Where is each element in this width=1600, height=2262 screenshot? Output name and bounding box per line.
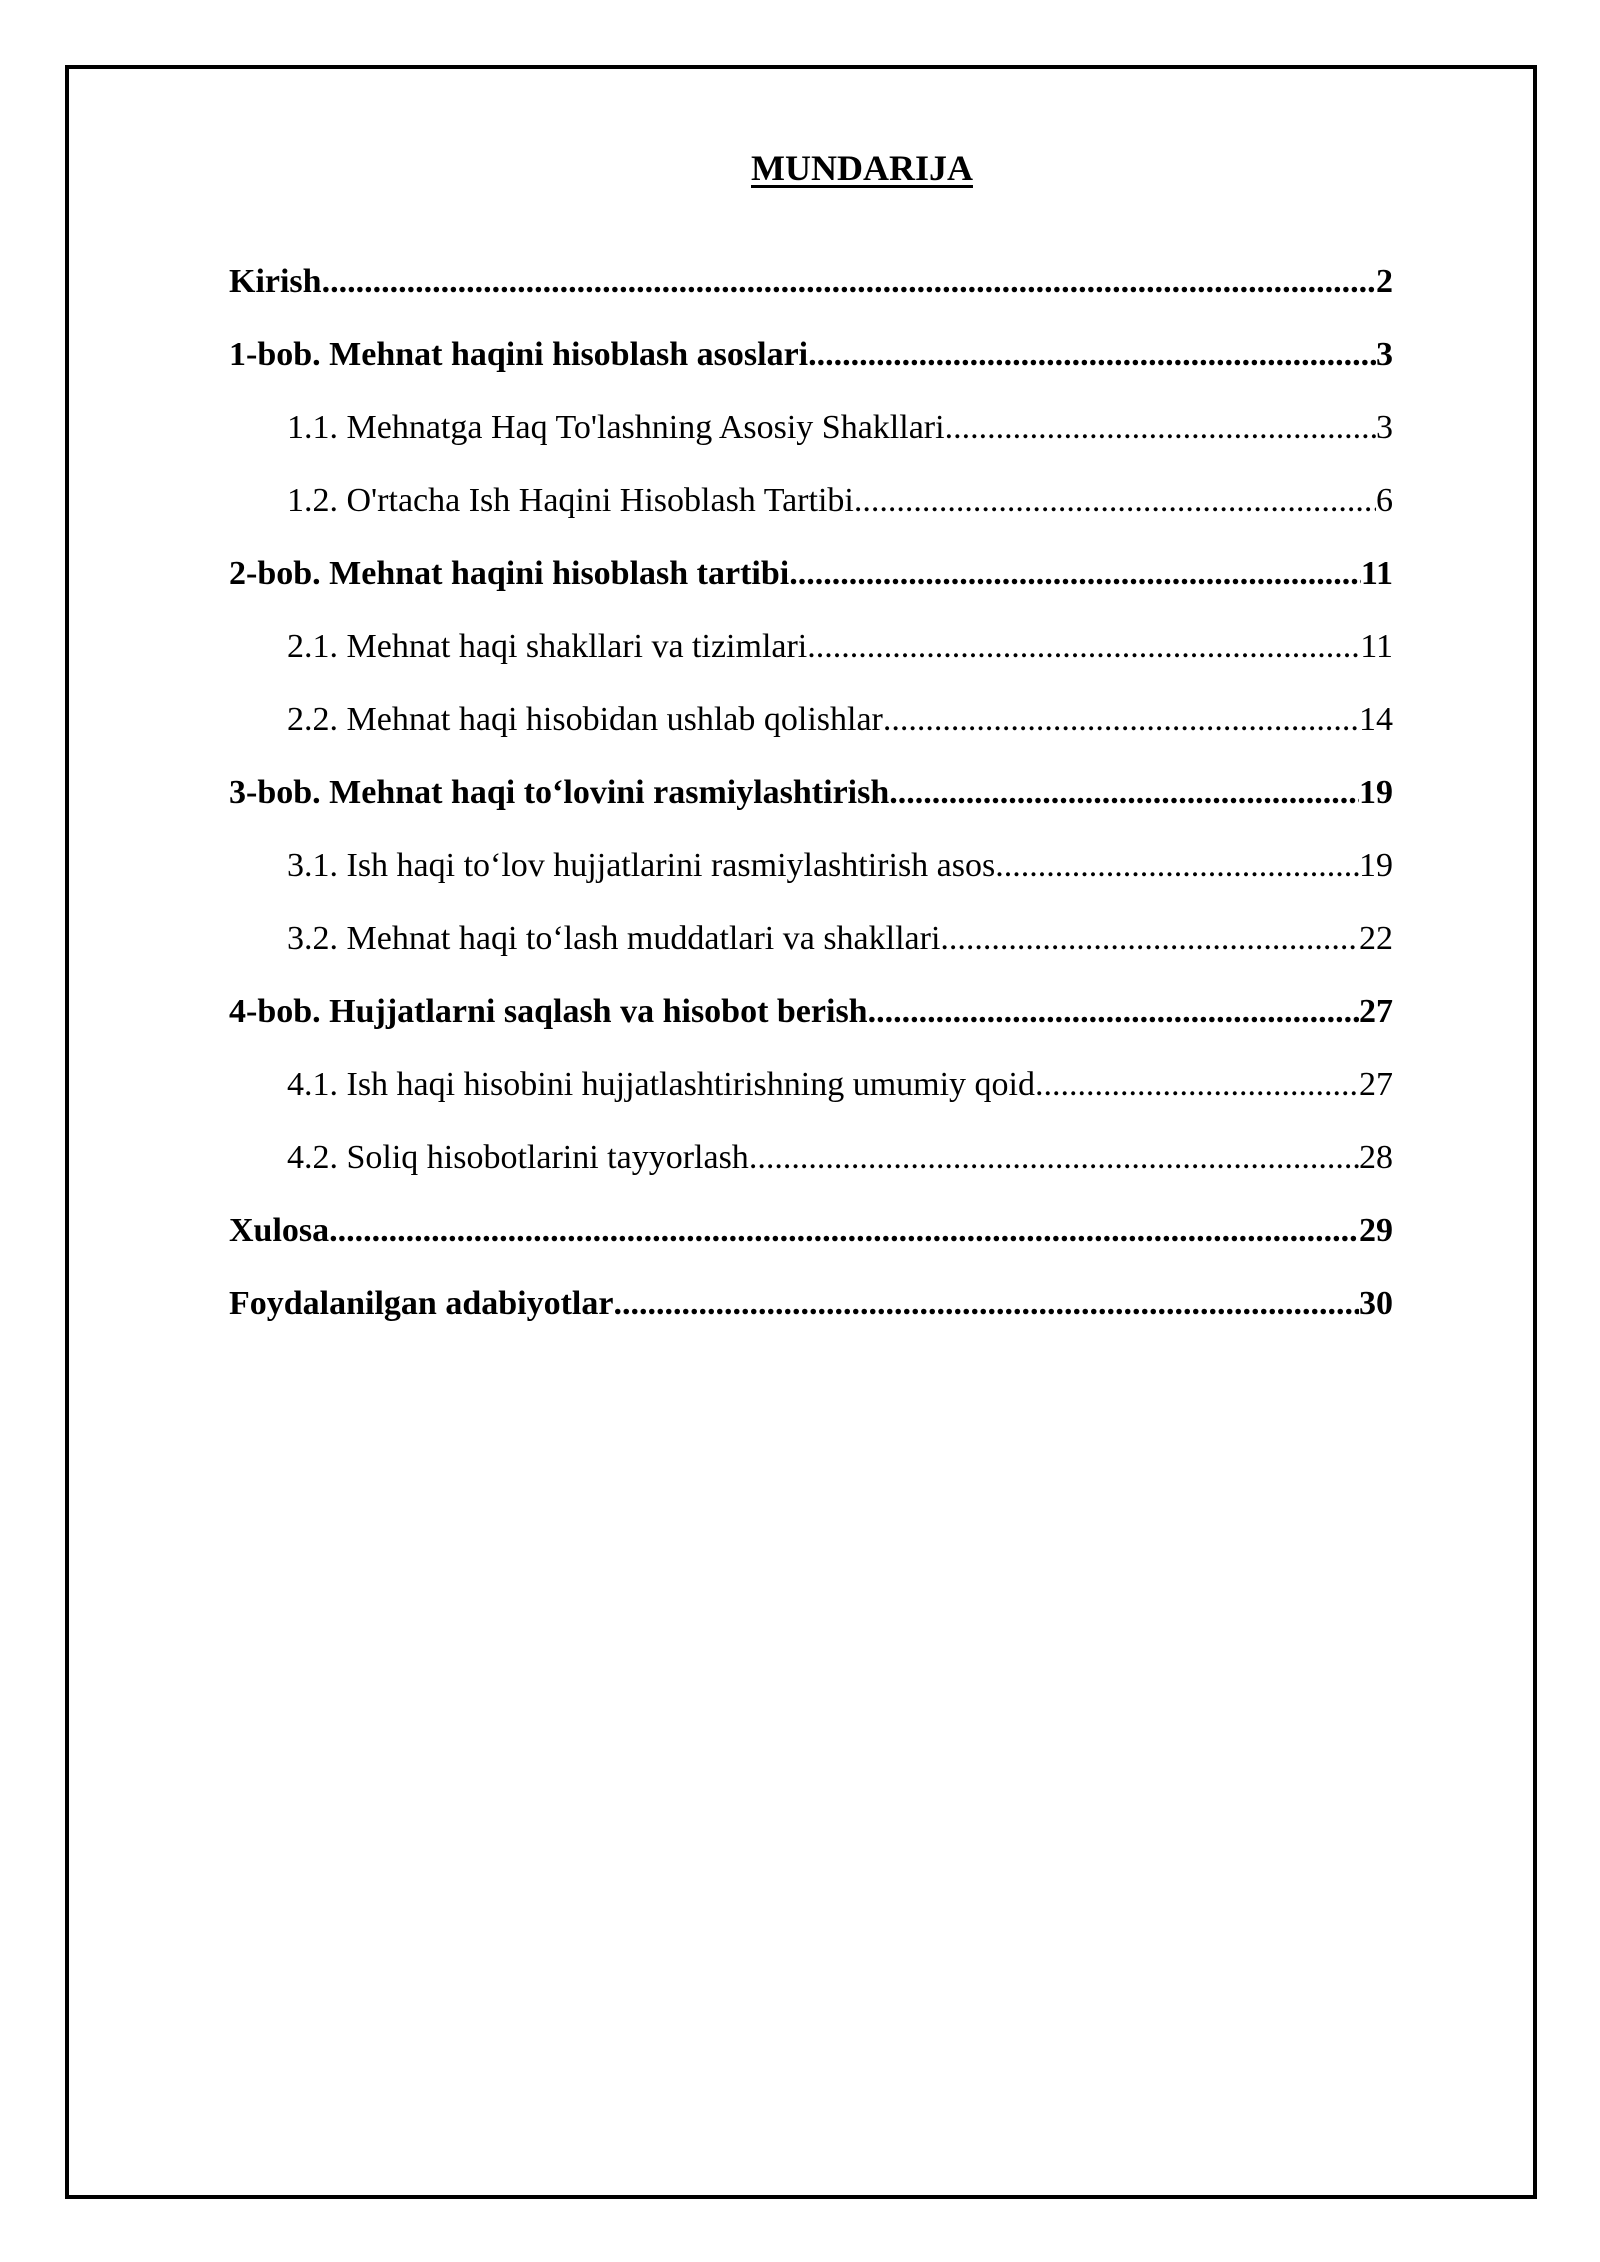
toc-entry[interactable] (229, 849, 1393, 922)
toc-leader-dots (749, 1141, 1359, 1175)
toc-entry-page: 11 (1360, 628, 1393, 665)
toc-entry-page: 27 (1359, 1066, 1393, 1103)
document-title: MUNDARIJA (751, 148, 973, 188)
toc-entry-label: 2.1. Mehnat haqi shakllari va tizimlari (287, 628, 808, 665)
toc-entry-label: Kirish (229, 263, 322, 300)
toc-entry-page: 27 (1359, 993, 1393, 1030)
toc-entry[interactable] (229, 776, 1393, 849)
toc-entry-page: 2 (1376, 263, 1393, 300)
toc-entry-page: 6 (1376, 482, 1393, 519)
toc-entry-page: 14 (1359, 701, 1393, 738)
toc-entry[interactable] (229, 995, 1393, 1068)
toc-entry[interactable] (229, 265, 1393, 338)
toc-entry-label: 3.2. Mehnat haqi to‘lash muddatlari va shakllari (287, 920, 941, 957)
toc-leader-dots (808, 338, 1376, 372)
toc-entry[interactable] (229, 1068, 1393, 1141)
toc-entry-label: 2-bob. Mehnat haqini hisoblash tartibi (229, 555, 790, 592)
toc-entry[interactable] (229, 1141, 1393, 1214)
toc-entry-label: 4.2. Soliq hisobotlarini tayyorlash (287, 1139, 749, 1176)
toc-entry-label: 1-bob. Mehnat haqini hisoblash asoslari (229, 336, 809, 373)
toc-entry[interactable] (229, 630, 1393, 703)
toc-entry-page: 28 (1359, 1139, 1393, 1176)
toc-entry-label: 4-bob. Hujjatlarni saqlash va hisobot berish (229, 993, 868, 1030)
toc-leader-dots (1035, 1068, 1359, 1102)
toc-entry-label: 1.1. Mehnatga Haq To'lashning Asosiy Shakllari (287, 409, 945, 446)
toc-leader-dots (889, 776, 1359, 810)
toc-entry-page: 11 (1360, 555, 1393, 592)
toc-entry[interactable] (229, 1214, 1393, 1287)
toc-entry-label: 1.2. O'rtacha Ish Haqini Hisoblash Tartibi (287, 482, 854, 519)
toc-entry-label: 2.2. Mehnat haqi hisobidan ushlab qolishlar (287, 701, 883, 738)
toc-entry[interactable] (229, 557, 1393, 630)
toc-leader-dots (868, 995, 1359, 1029)
toc-leader-dots (945, 411, 1376, 445)
toc-entry[interactable] (229, 484, 1393, 557)
toc-leader-dots (329, 1214, 1359, 1248)
toc-entry-label: 3-bob. Mehnat haqi to‘lovini rasmiylashtirish (229, 774, 890, 811)
toc-leader-dots (854, 484, 1376, 518)
toc-entry[interactable] (229, 703, 1393, 776)
toc-entry[interactable] (229, 1287, 1393, 1360)
toc-leader-dots (322, 265, 1376, 299)
toc-leader-dots (613, 1287, 1359, 1321)
toc-entry-label: 3.1. Ish haqi to‘lov hujjatlarini rasmiylashtirish asos (287, 847, 996, 884)
toc-leader-dots (940, 922, 1359, 956)
toc-entry[interactable] (229, 411, 1393, 484)
toc-entry[interactable] (229, 338, 1393, 411)
toc-entry-label: Xulosa (229, 1212, 330, 1249)
toc-entry-page: 29 (1359, 1212, 1393, 1249)
toc-leader-dots (995, 849, 1359, 883)
table-of-contents (229, 265, 1393, 1360)
toc-entry-label: Foydalanilgan adabiyotlar (229, 1285, 614, 1322)
toc-entry-page: 3 (1376, 336, 1393, 373)
toc-leader-dots (807, 630, 1360, 664)
toc-entry-page: 19 (1359, 774, 1393, 811)
toc-entry[interactable] (229, 922, 1393, 995)
toc-leader-dots (883, 703, 1359, 737)
toc-entry-page: 3 (1376, 409, 1393, 446)
toc-entry-page: 30 (1359, 1285, 1393, 1322)
toc-entry-label: 4.1. Ish haqi hisobini hujjatlashtirishning umumiy qoid (287, 1066, 1035, 1103)
toc-entry-page: 22 (1359, 920, 1393, 957)
toc-entry-page: 19 (1359, 847, 1393, 884)
toc-leader-dots (789, 557, 1361, 591)
